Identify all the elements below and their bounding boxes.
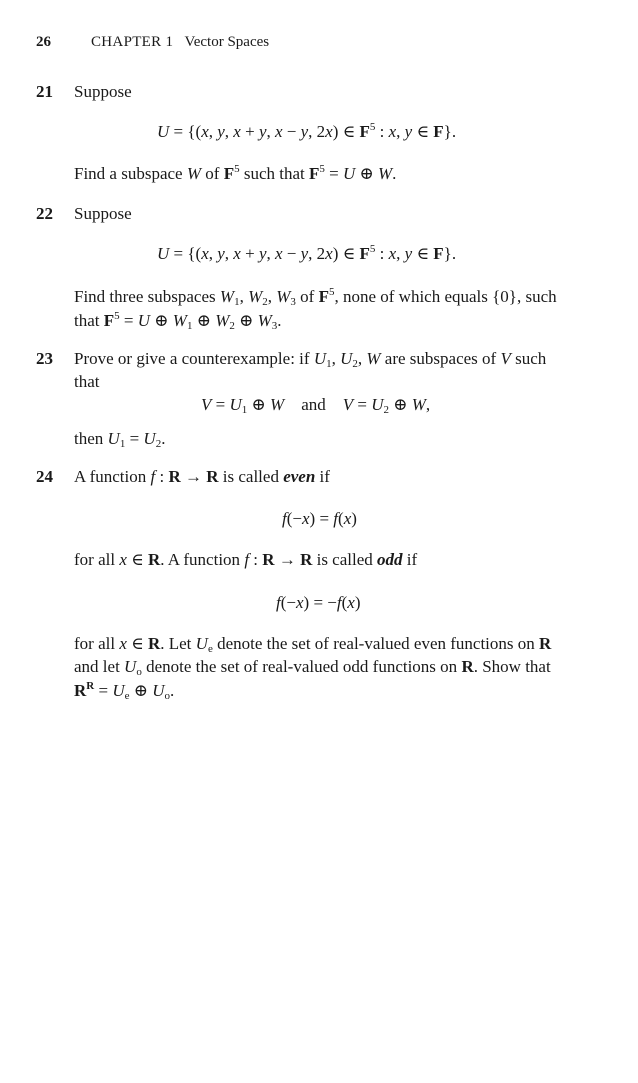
exercise-intro: Suppose bbox=[74, 82, 132, 101]
exercise-text-odd: for all x ∈ R. A function f : R → R is called odd if bbox=[74, 550, 418, 569]
exercise-conclusion: then $U_1 = U_2$. bbox=[74, 429, 166, 450]
exercise-text-line-2: that bbox=[74, 372, 100, 391]
exercise-text: Find a subspace W of $F^5$ such that $F^5 = U$ ⊕ W. bbox=[74, 163, 397, 183]
chapter-title: Vector Spaces bbox=[184, 34, 270, 50]
exercise-text-final-line-2: and let $U_o$ denote the set of real-valued odd functions on R. Show that bbox=[74, 657, 551, 678]
exercise-number: 23 bbox=[36, 349, 53, 368]
exercise-text-even: A function f : R → R is called even if bbox=[74, 467, 330, 486]
display-equation: U = {(x, y, x + y, x − y, 2x) ∈ $F^5$ : x, y ∈ F}. bbox=[157, 243, 457, 263]
display-equation: U = {(x, y, x + y, x − y, 2x) ∈ $F^5$ : x, y ∈ F}. bbox=[157, 121, 457, 141]
exercise-text-final-line-1: for all x ∈ R. Let $U_e$ denote the set of real-valued even functions on R bbox=[74, 634, 552, 655]
exercise-intro: Suppose bbox=[74, 204, 132, 223]
chapter-heading bbox=[91, 34, 269, 51]
display-equation: $V = U_1$ ⊕ W and $V = U_2$ ⊕ W, bbox=[201, 395, 431, 416]
page-number: 26 bbox=[36, 34, 51, 50]
exercise-text-line-2: that $F^5 = U$ ⊕ $W_1$ ⊕ $W_2$ ⊕ $W_3$. bbox=[74, 310, 282, 332]
exercise-number: 24 bbox=[36, 467, 53, 486]
exercise-text-line-1: Find three subspaces $W_1$, $W_2$, $W_3$ of $F^5$, none of which equals {0}, such bbox=[74, 286, 557, 308]
exercise-text-line-1: Prove or give a counterexample: if $U_1$, $U_2$, W are subspaces of V such bbox=[74, 349, 547, 370]
exercise-number: 21 bbox=[36, 82, 53, 101]
display-equation-even: f(−x) = f(x) bbox=[282, 509, 357, 528]
exercise-text-final-line-3: $R^R = U_e$ ⊕ $U_o$. bbox=[74, 680, 175, 702]
display-equation-odd: f(−x) = −f(x) bbox=[276, 593, 361, 612]
exercise-number: 22 bbox=[36, 204, 53, 223]
chapter-label: CHAPTER 1 bbox=[91, 34, 174, 50]
